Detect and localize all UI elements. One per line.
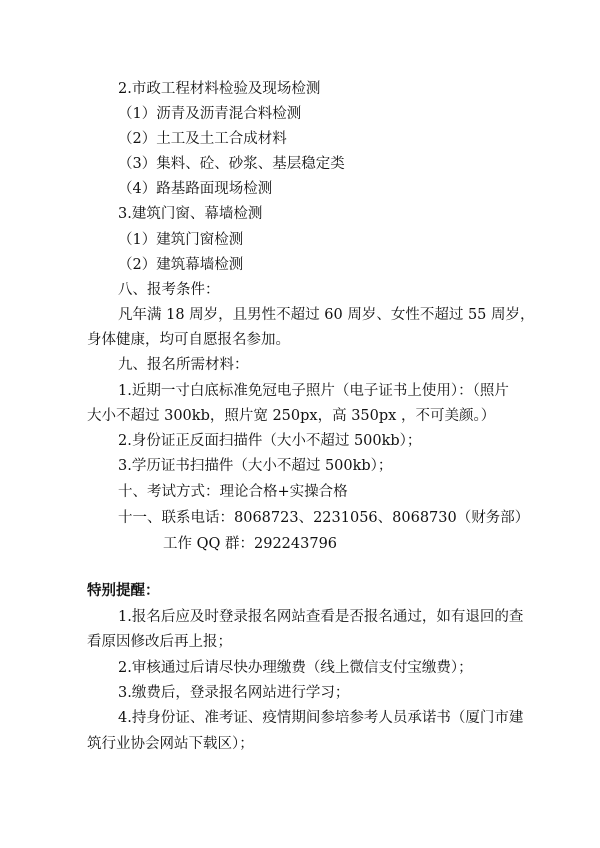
item-windows: （1）建筑门窗检测 <box>118 232 244 248</box>
item-municipal-materials: 2.市政工程材料检验及现场检测 <box>118 81 321 97</box>
special-notice-heading: 特别提醒： <box>87 582 160 599</box>
eligibility-text-cont: 身体健康，均可自愿报名参加。 <box>87 332 290 348</box>
section-eligibility: 八、报考条件： <box>118 282 220 298</box>
contact-qq-group: 工作 QQ 群：292243796 <box>163 536 338 552</box>
item-asphalt: （1）沥青及沥青混合料检测 <box>118 106 302 122</box>
item-doors-windows: 3.建筑门窗、幕墙检测 <box>118 206 263 222</box>
section-exam-method: 十、考试方式：理论合格+实操合格 <box>118 484 348 500</box>
section-materials: 九、报名所需材料： <box>118 357 249 373</box>
material-diploma-scan: 3.学历证书扫描件（大小不超过 500kb）； <box>118 458 393 474</box>
item-curtain-wall: （2）建筑幕墙检测 <box>118 257 244 273</box>
material-id-scan: 2.身份证正反面扫描件（大小不超过 500kb）； <box>118 433 422 449</box>
item-aggregate: （3）集料、砼、砂浆、基层稳定类 <box>118 156 345 172</box>
notice-4: 4.持身份证、准考证、疫情期间参培参考人员承诺书（厦门市建 <box>118 710 524 726</box>
notice-1: 1.报名后应及时登录报名网站查看是否报名通过，如有退回的查 <box>118 609 524 625</box>
eligibility-text: 凡年满 18 周岁，且男性不超过 60 周岁、女性不超过 55 周岁， <box>118 307 535 323</box>
material-photo: 1.近期一寸白底标准免冠电子照片（电子证书上使用）：（照片 <box>118 383 509 399</box>
notice-3: 3.缴费后，登录报名网站进行学习； <box>118 685 350 701</box>
notice-1-cont: 看原因修改后再上报； <box>87 634 232 650</box>
section-contact: 十一、联系电话：8068723、2231056、8068730（财务部） <box>118 510 530 526</box>
notice-2: 2.审核通过后请尽快办理缴费（线上微信支付宝缴费）； <box>118 660 473 676</box>
item-geotechnical: （2）土工及土工合成材料 <box>118 131 287 147</box>
notice-4-cont: 筑行业协会网站下载区）； <box>87 736 254 752</box>
item-roadbed: （4）路基路面现场检测 <box>118 181 273 197</box>
material-photo-cont: 大小不超过 300kb，照片宽 250px，高 350px ，不可美颜。） <box>87 408 496 424</box>
